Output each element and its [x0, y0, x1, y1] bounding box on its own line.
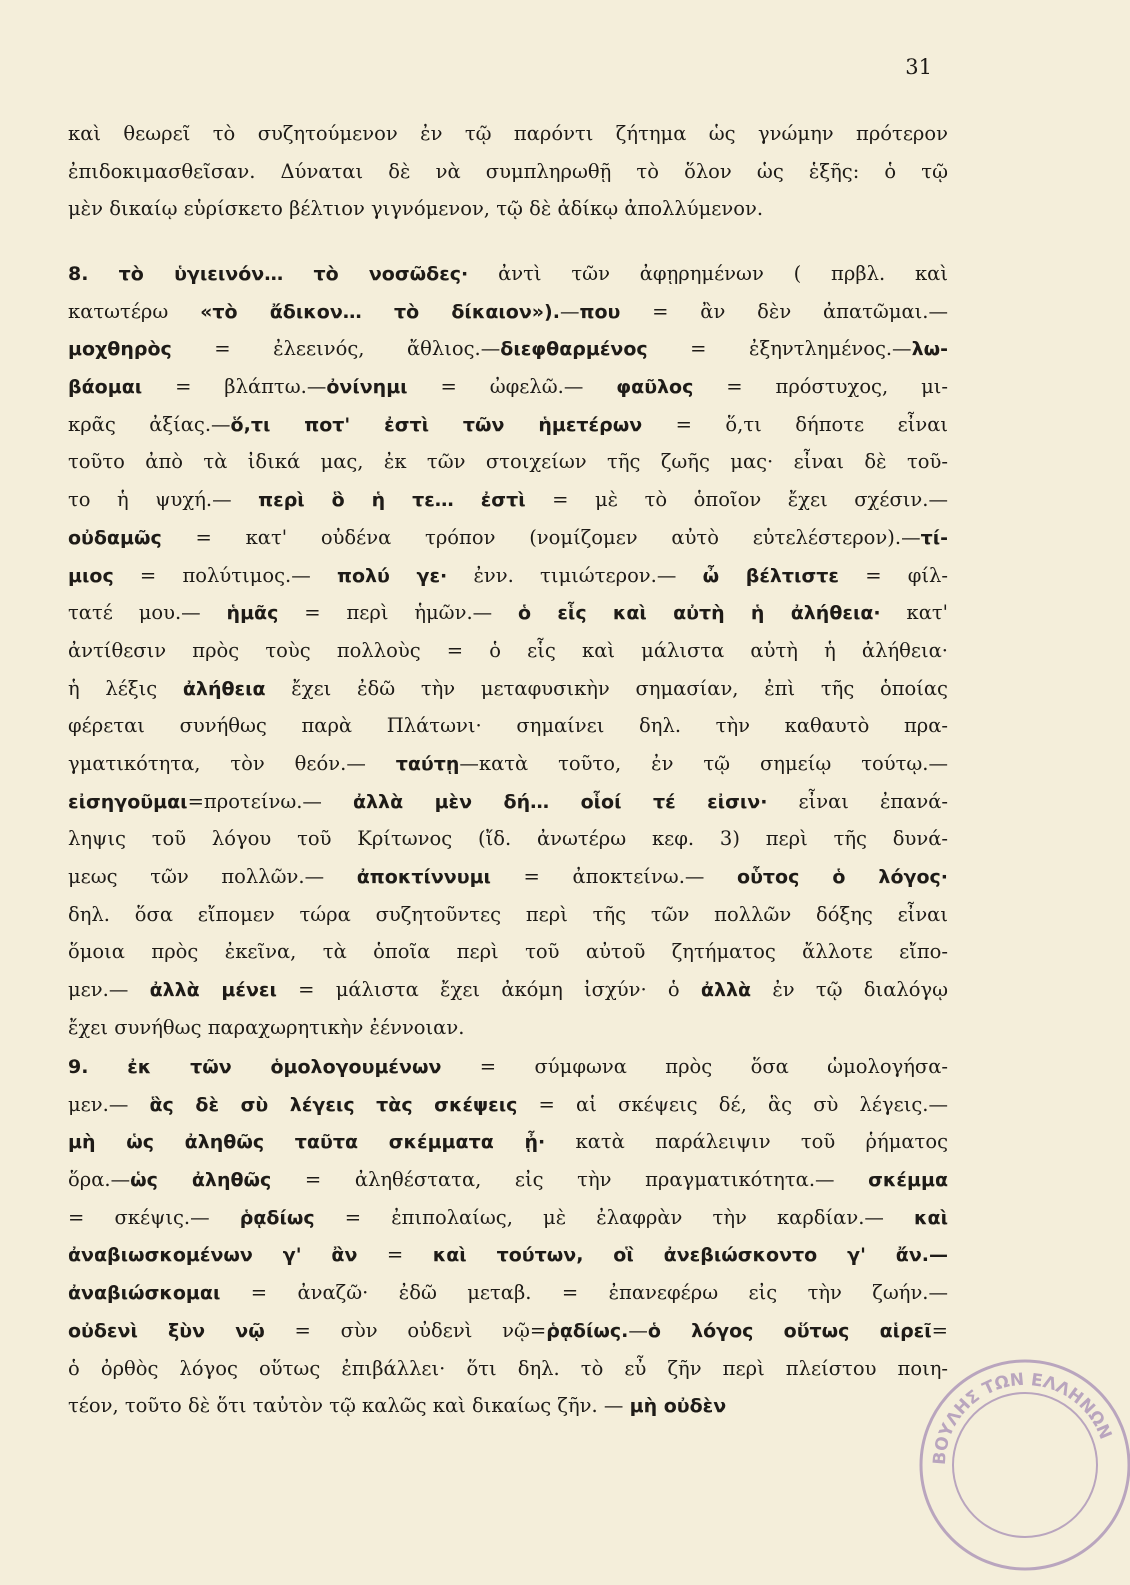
lemma-term: «τὸ ἄδικον… τὸ δίκαιον»).: [200, 300, 560, 323]
gloss-text: μεν.—: [68, 978, 150, 1002]
text-line: [68, 368, 948, 406]
lemma-term: ὁ εἷς καὶ αὐτὴ ἡ ἀλήθεια·: [518, 602, 881, 625]
lemma-term: εἰσηγοῦμαι: [68, 790, 188, 813]
lemma-term: ἀλλὰ: [700, 979, 752, 1002]
lemma-term: σκέμμα: [868, 1169, 948, 1192]
gloss-text: = πρόστυχος, μι-: [693, 375, 948, 399]
gloss-text: —: [628, 1318, 648, 1342]
lemma-term: ὀνίνημι: [326, 376, 408, 399]
text-line: [68, 1312, 948, 1350]
gloss-text: = ἀναζῶ· ἐδῶ μεταβ. = ἐπανεφέρω εἰς τὴν ζωήν.—: [220, 1281, 948, 1305]
text-line: [68, 971, 948, 1009]
gloss-text: =προτείνω.—: [187, 789, 353, 813]
lemma-term: ὦ βέλτιστε: [702, 564, 839, 587]
text-line: [68, 858, 948, 896]
gloss-text: τέον, τοῦτο δὲ ὅτι ταὐτὸν τῷ καλῶς καὶ δικαίως ζῆν. —: [68, 1394, 630, 1418]
lemma-term: ἃς δὲ σὺ λέγεις τὰς σκέψεις: [149, 1093, 518, 1116]
gloss-text: το ἡ ψυχή.—: [68, 488, 259, 512]
text-line: [68, 933, 948, 971]
text-line: [68, 1009, 948, 1047]
lemma-term: τί-: [920, 526, 948, 549]
text-line: [68, 406, 948, 444]
gloss-text: ἔχει συνήθως παραχωρητικὴν ἐέννοιαν.: [68, 1015, 465, 1039]
gloss-text: ἐν τῷ διαλόγῳ: [751, 978, 948, 1002]
lemma-term: μὴ ὡς ἀληθῶς ταῦτα σκέμματα ᾖ·: [68, 1131, 546, 1154]
lemma-term: ἀλλὰ μὲν δή… οἷοί τέ εἰσιν·: [352, 790, 768, 813]
lemma-term: ἀποκτίννυμι: [356, 866, 491, 888]
lemma-term: ῥᾳδίως: [239, 1206, 315, 1229]
text-line: [68, 557, 948, 595]
lemma-term: 9. ἐκ τῶν ὁμολογουμένων: [68, 1056, 442, 1078]
lemma-term: που: [579, 300, 621, 323]
text-line: [68, 293, 948, 331]
text-line: [68, 1048, 948, 1086]
text-line: [68, 1086, 948, 1124]
gloss-text: κρᾶς ἀξίας.—: [68, 412, 231, 436]
gloss-text: = ἂν δὲν ἀπατῶμαι.—: [620, 299, 948, 323]
commentary-section-9: [68, 1048, 948, 1425]
text-line: [68, 632, 948, 670]
gloss-text: μεως τῶν πολλῶν.—: [68, 865, 357, 888]
gloss-text: ἔχει ἐδῶ τὴν μεταφυσικὴν σημασίαν, ἐπὶ τῆς ὁποίας: [265, 676, 948, 700]
gloss-text: = μὲ τὸ ὁποῖον ἔχει σχέσιν.—: [525, 488, 948, 512]
page-number: 31: [905, 55, 932, 79]
lemma-term: καὶ: [914, 1206, 948, 1229]
text-line: [68, 1123, 948, 1161]
lemma-term: μιος: [68, 564, 114, 587]
lemma-term: περὶ ὃ ἡ τε… ἐστὶ: [258, 489, 526, 512]
gloss-text: = σὺν οὐδενὶ νῷ=: [264, 1318, 547, 1342]
lemma-term: πολύ γε·: [336, 564, 448, 587]
gloss-text: =: [357, 1243, 433, 1267]
gloss-text: = ὠφελῶ.—: [407, 375, 617, 399]
gloss-text: γματικότητα, τὸν θεόν.—: [68, 751, 396, 775]
gloss-text: = μάλιστα ἔχει ἀκόμη ἰσχύν· ὁ: [276, 978, 701, 1002]
text-line: [68, 1236, 948, 1274]
gloss-text: = πολύτιμος.—: [113, 563, 337, 587]
lemma-term: ἀναβιώσκομαι: [68, 1282, 221, 1305]
text-line: [68, 670, 948, 708]
gloss-text: κατωτέρω: [68, 299, 201, 323]
lemma-term: ῥᾳδίως.: [546, 1319, 629, 1342]
text-line: [68, 481, 948, 519]
text-line: [68, 896, 948, 934]
gloss-text: δηλ. ὅσα εἴπομεν τώρα συζητοῦντες περὶ τῆς τῶν πολλῶν δόξης εἶναι: [68, 902, 948, 926]
lemma-term: διεφθαρμένος: [500, 338, 648, 361]
gloss-text: = φίλ-: [838, 563, 948, 587]
lemma-term: ἀλλὰ μένει: [149, 979, 277, 1002]
gloss-text: = σύμφωνα πρὸς ὅσα ὡμολογήσα-: [441, 1055, 948, 1078]
text-line: [68, 594, 948, 632]
gloss-text: ὁ ὀρθὸς λόγος οὕτως ἐπιβάλλει· ὅτι δηλ. τὸ εὖ ζῆν περὶ πλείστου ποιη-: [68, 1356, 948, 1380]
text-line: [68, 1387, 948, 1425]
text-line: [68, 255, 948, 293]
lemma-term: οὐδαμῶς: [68, 526, 162, 549]
lemma-term: φαῦλος: [616, 376, 694, 399]
gloss-text: = ὅ,τι δήποτε εἶναι: [642, 412, 948, 436]
library-stamp: [905, 1345, 1130, 1585]
gloss-text: ἡ λέξις: [68, 676, 183, 700]
gloss-text: = βλάπτω.—: [142, 375, 327, 399]
gloss-text: = ἀποκτείνω.—: [490, 865, 738, 888]
text-line: [68, 820, 948, 858]
text-line: [68, 1161, 948, 1199]
gloss-text: ὅμοια πρὸς ἐκεῖνα, τὰ ὁποῖα περὶ τοῦ αὐτοῦ ζητήματος ἄλλοτε εἴπο-: [68, 940, 948, 964]
lemma-term: λω-: [911, 338, 948, 361]
gloss-text: = ἐξηντλημένος.—: [647, 337, 912, 361]
lemma-term: οὗτος ὁ λόγος·: [737, 866, 948, 888]
lemma-term: βάομαι: [68, 376, 143, 399]
text-line: [68, 783, 948, 821]
text-line: [68, 443, 948, 481]
lemma-term: ὅ,τι ποτ' ἐστὶ τῶν ἡμετέρων: [230, 413, 643, 436]
paragraph-continuation: [68, 115, 948, 228]
lemma-term: καὶ τούτων, οἳ ἀνεβιώσκοντο γ' ἄν.—: [432, 1244, 948, 1267]
gloss-text: —κατὰ τοῦτο, ἐν τῷ σημείῳ τούτῳ.—: [459, 751, 948, 775]
gloss-text: εἶναι ἐπανά-: [767, 789, 948, 813]
text-line: [68, 519, 948, 557]
gloss-text: ἀντίθεσιν πρὸς τοὺς πολλοὺς = ὁ εἷς καὶ μάλιστα αὐτὴ ἡ ἀλήθεια·: [68, 638, 948, 662]
gloss-text: =: [931, 1318, 948, 1342]
lemma-term: ταύτῃ: [395, 752, 460, 775]
gloss-text: τοῦτο ἀπὸ τὰ ἰδικά μας, ἐκ τῶν στοιχείων τῆς ζωῆς μας· εἶναι δὲ τοῦ-: [68, 450, 948, 474]
lemma-term: ὁ λόγος οὕτως αἱρεῖ: [647, 1319, 932, 1342]
gloss-text: = σκέψις.—: [68, 1205, 240, 1229]
text-line: [68, 1274, 948, 1312]
text-line: ἐπιδοκιμασθεῖσαν. Δύναται δὲ νὰ συμπληρωθῇ τὸ ὅλον ὡς ἑξῆς: ὁ τῷ: [68, 159, 948, 183]
text-line: [68, 745, 948, 783]
text-line: [68, 707, 948, 745]
gloss-text: = αἱ σκέψεις δέ, ἃς σὺ λέγεις.—: [517, 1092, 948, 1116]
gloss-text: = ἐλεεινός, ἄθλιος.—: [171, 337, 501, 361]
commentary-section-8: [68, 255, 948, 1046]
lemma-term: οὐδενὶ ξὺν νῷ: [68, 1319, 265, 1342]
gloss-text: —: [559, 299, 580, 323]
lemma-term: 8. τὸ ὑγιεινόν… τὸ νοσῶδες·: [68, 263, 469, 285]
gloss-text: ληψις τοῦ λόγου τοῦ Κρίτωνος (ἴδ. ἀνωτέρω κεφ. 3) περὶ τῆς δυνά-: [68, 827, 948, 851]
gloss-text: κατ': [880, 601, 948, 625]
lemma-term: ἀναβιωσκομένων γ' ἂν: [68, 1244, 358, 1267]
gloss-text: = κατ' οὐδένα τρόπον (νομίζομεν αὐτὸ εὐτελέστερον).—: [161, 525, 921, 549]
text-line: [68, 1350, 948, 1388]
text-line: [68, 1199, 948, 1237]
gloss-text: φέρεται συνήθως παρὰ Πλάτωνι· σημαίνει δηλ. τὴν καθαυτὸ πρα-: [68, 714, 948, 738]
text-line: καὶ θεωρεῖ τὸ συζητούμενον ἐν τῷ παρόντι ζήτημα ὡς γνώμην πρότερον: [68, 122, 948, 145]
lemma-term: μοχθηρὸς: [68, 338, 172, 361]
gloss-text: ἐνν. τιμιώτερον.—: [447, 563, 703, 587]
gloss-text: ἀντὶ τῶν ἀφῃρημένων ( πρβλ. καὶ: [468, 262, 948, 285]
gloss-text: μεν.—: [68, 1092, 150, 1116]
gloss-text: ὅρα.—: [68, 1168, 131, 1192]
gloss-text: = περὶ ἡμῶν.—: [278, 601, 519, 625]
gloss-text: = ἀληθέστατα, εἰς τὴν πραγματικότητα.—: [271, 1168, 869, 1192]
lemma-term: μὴ οὐδὲν: [629, 1395, 727, 1418]
svg-text:ΒΟΥΛΗΣ ΤΩΝ ΕΛΛΗΝΩΝ: ΒΟΥΛΗΣ ΤΩΝ ΕΛΛΗΝΩΝ: [929, 1369, 1116, 1466]
lemma-term: ἀλήθεια: [182, 677, 266, 700]
gloss-text: κατὰ παράλειψιν τοῦ ῥήματος: [545, 1130, 948, 1154]
text-line: μὲν δικαίῳ εὑρίσκετο βέλτιον γιγνόμενον, τῷ δὲ ἀδίκῳ ἀπολλύμενον.: [68, 197, 764, 221]
gloss-text: τατέ μου.—: [68, 601, 227, 625]
lemma-term: ὡς ἀληθῶς: [130, 1169, 272, 1192]
gloss-text: = ἐπιπολαίως, μὲ ἐλαφρὰν τὴν καρδίαν.—: [314, 1205, 915, 1229]
lemma-term: ἡμᾶς: [226, 602, 279, 625]
text-line: [68, 330, 948, 368]
